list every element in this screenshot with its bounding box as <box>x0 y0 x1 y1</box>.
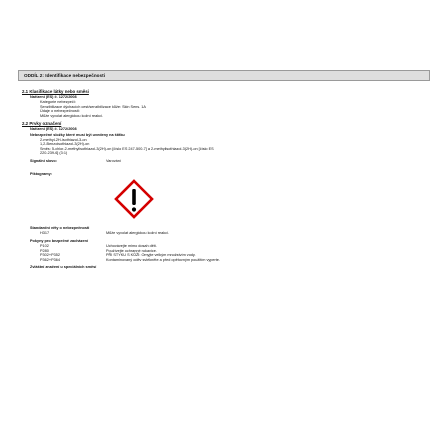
section-body <box>18 81 430 401</box>
precautionary-code: P302+P352 <box>40 253 60 258</box>
classification-line: Senzibilizace dýchacích cest/senzibilizace kůže: Skin Sens. 1A <box>40 104 146 109</box>
precautionary-text: Používejte ochranné rukavice. <box>106 248 157 253</box>
precautionary-text: PŘI STYKU S KŮŽÍ: Omyjte velkým množstvím vody. <box>106 253 196 258</box>
label-heading: 2.2 Prvky označení <box>22 121 62 126</box>
precautionary-title: Pokyny pro bezpečné zacházení <box>30 239 89 243</box>
classification-line: Údaje o nebezpečnosti: <box>40 109 80 114</box>
hazard-statements-title: Standardní věty o nebezpečnosti <box>30 226 90 230</box>
sds-page <box>18 70 430 401</box>
precautionary-code: P102 <box>40 244 49 248</box>
component-item: Směs: 5-chlor-2-methylisothiazol-3(2H)-on [číslo ES 247-500-7] a 2-methylisothiazol-3(2H)-on [číslo ES <box>40 146 214 151</box>
signal-word-label: Signální slovo: <box>30 159 58 163</box>
hazard-text: Může vyvolat alergickou kožní reakci. <box>106 231 169 235</box>
precautionary-text: Uchovávejte mimo dosah dětí. <box>106 244 158 248</box>
classification-heading: 2.1 Klasifikace látky nebo směsi <box>22 89 89 94</box>
section-header <box>18 70 430 81</box>
component-item: 2-methyl-2H-isothiazol-3-on <box>40 137 87 142</box>
ghs07-exclamation-mark-icon <box>114 179 154 219</box>
component-item: 1,2-Benzoisothiazol-3(2H)-on <box>40 142 90 147</box>
precautionary-text: Kontaminovaný oděv svlékněte a před opětovným použitím vyperte. <box>106 257 220 262</box>
signal-word-value: Varování <box>106 159 121 163</box>
hazard-code: H317 <box>40 231 50 235</box>
components-title: Nebezpečné složky které musí být uvedeny na štítku <box>30 133 125 137</box>
pictograms-label: Piktogramy: <box>30 172 52 176</box>
component-item: 220-239-6] (3:1) <box>40 151 68 156</box>
special-label: Zvláštní značení u speciálních směsí <box>30 265 97 269</box>
precautionary-code: P362+P364 <box>40 257 60 262</box>
classification-line: Může vyvolat alergickou kožní reakci. <box>40 113 103 118</box>
section-title: ODDÍL 2: Identifikace nebezpečnosti <box>24 73 106 78</box>
precautionary-code: P280 <box>40 248 49 253</box>
classification-regulation: Nařízení (ES) č. 1272/2008 <box>30 95 77 99</box>
classification-line: Kategorie nebezpečí: <box>40 100 76 104</box>
label-regulation: Nařízení (ES) č. 1272/2008 <box>30 127 77 131</box>
